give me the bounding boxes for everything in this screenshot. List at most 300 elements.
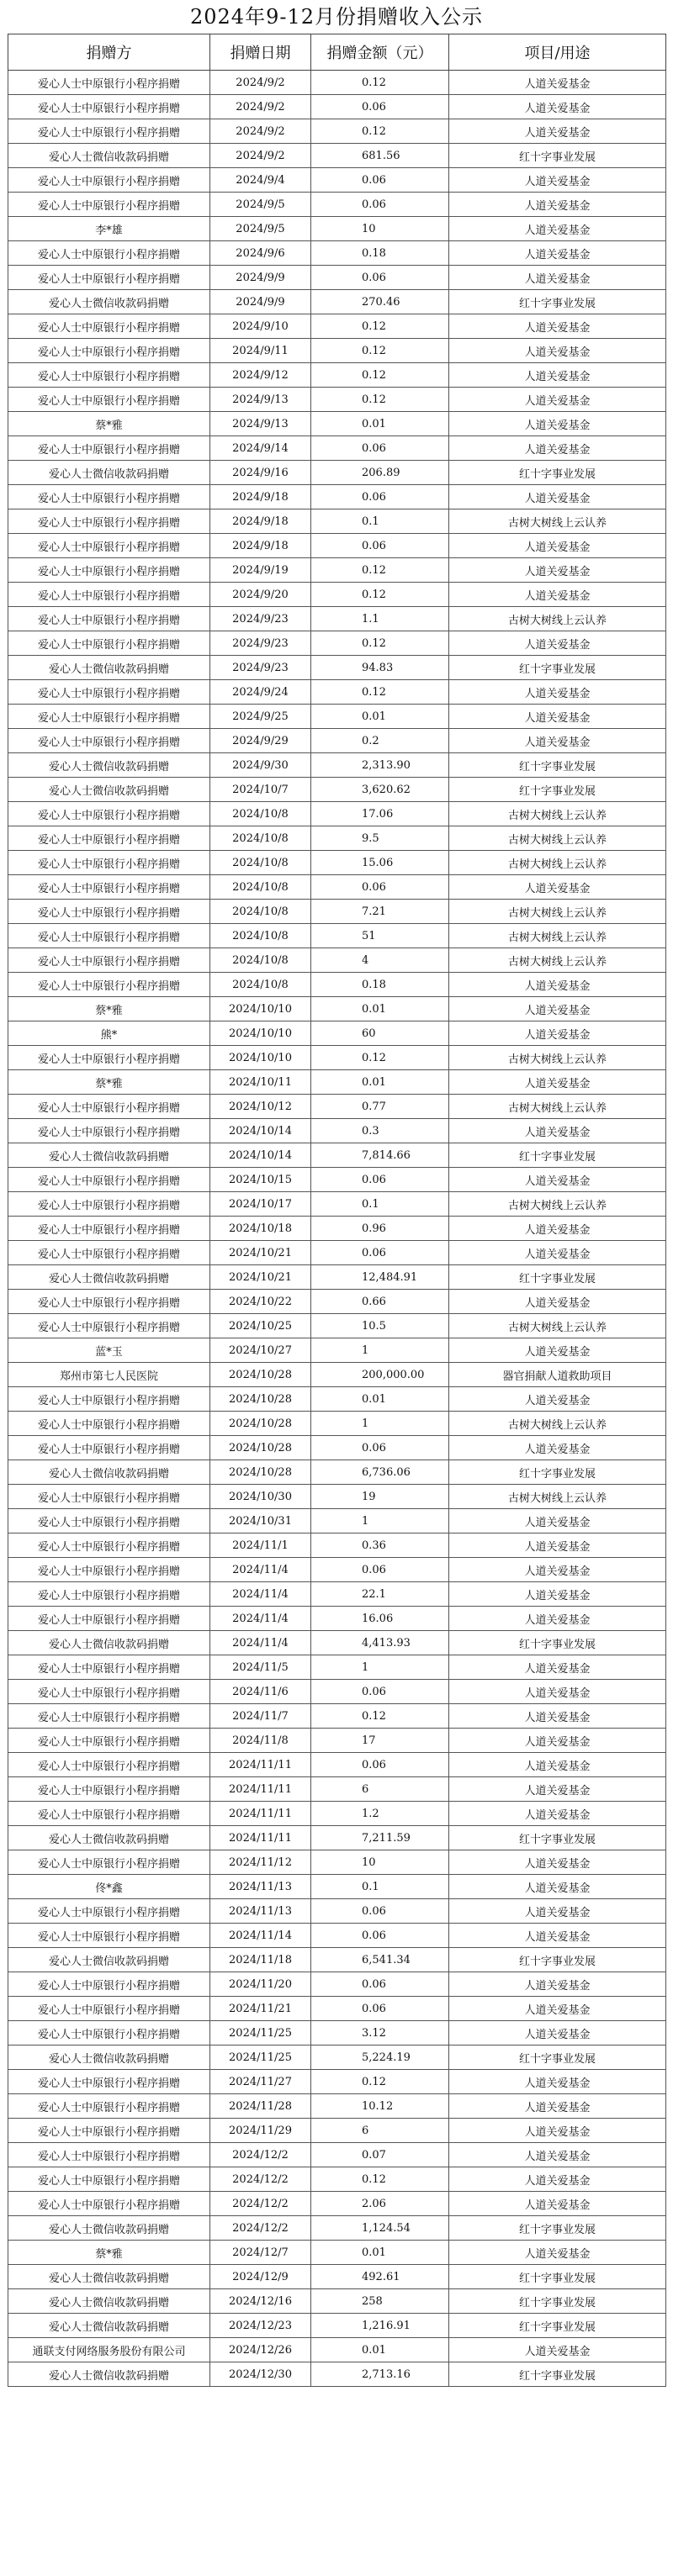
purpose-cell: 人道关爱基金 <box>449 558 666 583</box>
donor-cell: 爱心人士微信收款码捐赠 <box>8 2289 210 2314</box>
table-row <box>8 509 666 534</box>
purpose-cell: 人道关爱基金 <box>449 1070 666 1095</box>
donor-cell: 李*雄 <box>8 217 210 241</box>
purpose-cell: 人道关爱基金 <box>449 2070 666 2094</box>
amount-cell: 0.96 <box>311 1217 449 1241</box>
donor-cell: 爱心人士微信收款码捐赠 <box>8 1460 210 1485</box>
amount-cell: 10.5 <box>311 1314 449 1338</box>
amount-cell: 0.12 <box>311 2167 449 2192</box>
purpose-cell: 人道关爱基金 <box>449 2021 666 2045</box>
table-row <box>8 1899 666 1924</box>
table-row <box>8 924 666 948</box>
date-cell: 2024/9/20 <box>210 583 311 607</box>
date-cell: 2024/9/4 <box>210 168 311 193</box>
amount-cell: 0.06 <box>311 266 449 290</box>
purpose-cell: 人道关爱基金 <box>449 1168 666 1192</box>
table-row <box>8 1241 666 1265</box>
purpose-cell: 人道关爱基金 <box>449 705 666 729</box>
date-cell: 2024/10/7 <box>210 778 311 802</box>
amount-cell: 0.06 <box>311 1899 449 1924</box>
date-cell: 2024/10/25 <box>210 1314 311 1338</box>
purpose-cell: 古树大树线上云认养 <box>449 1314 666 1338</box>
purpose-cell: 红十字事业发展 <box>449 461 666 485</box>
table-row <box>8 1533 666 1558</box>
table-row <box>8 2119 666 2143</box>
date-cell: 2024/9/12 <box>210 363 311 388</box>
date-cell: 2024/10/10 <box>210 1046 311 1070</box>
table-row <box>8 1460 666 1485</box>
table-row <box>8 1217 666 1241</box>
table-row <box>8 168 666 193</box>
purpose-cell: 古树大树线上云认养 <box>449 900 666 924</box>
donor-cell: 爱心人士中原银行小程序捐赠 <box>8 924 210 948</box>
table-row <box>8 119 666 144</box>
purpose-cell: 红十字事业发展 <box>449 1631 666 1655</box>
amount-cell: 0.12 <box>311 314 449 339</box>
amount-cell: 0.06 <box>311 1241 449 1265</box>
purpose-cell: 人道关爱基金 <box>449 2094 666 2119</box>
donor-cell: 爱心人士中原银行小程序捐赠 <box>8 363 210 388</box>
amount-cell: 258 <box>311 2289 449 2314</box>
purpose-cell: 古树大树线上云认养 <box>449 851 666 875</box>
date-cell: 2024/10/21 <box>210 1241 311 1265</box>
purpose-cell: 红十字事业发展 <box>449 2289 666 2314</box>
date-cell: 2024/10/28 <box>210 1363 311 1387</box>
amount-cell: 12,484.91 <box>311 1265 449 1290</box>
date-cell: 2024/10/10 <box>210 1021 311 1046</box>
table-row <box>8 388 666 412</box>
amount-cell: 15.06 <box>311 851 449 875</box>
amount-cell: 7,211.59 <box>311 1826 449 1850</box>
donor-cell: 蔡*雅 <box>8 412 210 436</box>
amount-cell: 3.12 <box>311 2021 449 2045</box>
date-cell: 2024/11/27 <box>210 2070 311 2094</box>
purpose-cell: 人道关爱基金 <box>449 1607 666 1631</box>
donor-cell: 爱心人士中原银行小程序捐赠 <box>8 1485 210 1509</box>
amount-cell: 0.12 <box>311 71 449 95</box>
table-row <box>8 2143 666 2167</box>
table-row <box>8 1997 666 2021</box>
amount-cell: 0.06 <box>311 95 449 119</box>
table-row <box>8 485 666 509</box>
table-row <box>8 1485 666 1509</box>
amount-cell: 1,216.91 <box>311 2314 449 2338</box>
donor-cell: 爱心人士中原银行小程序捐赠 <box>8 1582 210 1607</box>
date-cell: 2024/10/14 <box>210 1143 311 1168</box>
amount-cell: 0.12 <box>311 363 449 388</box>
purpose-cell: 人道关爱基金 <box>449 973 666 997</box>
donor-cell: 爱心人士中原银行小程序捐赠 <box>8 1168 210 1192</box>
table-row <box>8 875 666 900</box>
table-row <box>8 948 666 973</box>
donor-cell: 爱心人士中原银行小程序捐赠 <box>8 1680 210 1704</box>
amount-cell: 9.5 <box>311 826 449 851</box>
donor-cell: 爱心人士中原银行小程序捐赠 <box>8 1850 210 1875</box>
donor-cell: 爱心人士中原银行小程序捐赠 <box>8 1119 210 1143</box>
purpose-cell: 人道关爱基金 <box>449 1704 666 1729</box>
donor-cell: 爱心人士中原银行小程序捐赠 <box>8 558 210 583</box>
purpose-cell: 人道关爱基金 <box>449 168 666 193</box>
date-cell: 2024/12/7 <box>210 2241 311 2265</box>
donor-cell: 爱心人士中原银行小程序捐赠 <box>8 2070 210 2094</box>
table-row <box>8 1070 666 1095</box>
amount-cell: 0.18 <box>311 973 449 997</box>
amount-cell: 0.12 <box>311 1046 449 1070</box>
purpose-cell: 人道关爱基金 <box>449 217 666 241</box>
amount-cell: 7,814.66 <box>311 1143 449 1168</box>
purpose-cell: 人道关爱基金 <box>449 1558 666 1582</box>
table-row <box>8 2338 666 2362</box>
purpose-cell: 人道关爱基金 <box>449 2119 666 2143</box>
date-cell: 2024/11/21 <box>210 1997 311 2021</box>
amount-cell: 0.06 <box>311 168 449 193</box>
purpose-cell: 红十字事业发展 <box>449 290 666 314</box>
date-cell: 2024/10/14 <box>210 1119 311 1143</box>
amount-cell: 0.06 <box>311 1924 449 1948</box>
donation-table <box>8 34 666 2387</box>
amount-cell: 0.06 <box>311 1753 449 1777</box>
table-row <box>8 1680 666 1704</box>
amount-cell: 0.2 <box>311 729 449 753</box>
purpose-cell: 人道关爱基金 <box>449 1680 666 1704</box>
header-date: 捐赠日期 <box>210 34 311 71</box>
date-cell: 2024/12/9 <box>210 2265 311 2289</box>
date-cell: 2024/9/25 <box>210 705 311 729</box>
donor-cell: 爱心人士中原银行小程序捐赠 <box>8 119 210 144</box>
date-cell: 2024/11/11 <box>210 1826 311 1850</box>
amount-cell: 0.12 <box>311 1704 449 1729</box>
table-row <box>8 363 666 388</box>
purpose-cell: 红十字事业发展 <box>449 2314 666 2338</box>
table-row <box>8 680 666 705</box>
page-title: 2024年9-12月份捐赠收入公示 <box>190 5 483 29</box>
donor-cell: 爱心人士微信收款码捐赠 <box>8 290 210 314</box>
donor-cell: 蔡*雅 <box>8 2241 210 2265</box>
purpose-cell: 人道关爱基金 <box>449 95 666 119</box>
table-row <box>8 802 666 826</box>
date-cell: 2024/11/1 <box>210 1533 311 1558</box>
table-row <box>8 1655 666 1680</box>
date-cell: 2024/12/30 <box>210 2362 311 2387</box>
donor-cell: 爱心人士中原银行小程序捐赠 <box>8 436 210 461</box>
amount-cell: 1 <box>311 1655 449 1680</box>
date-cell: 2024/11/20 <box>210 1972 311 1997</box>
table-row <box>8 2192 666 2216</box>
amount-cell: 7.21 <box>311 900 449 924</box>
table-row <box>8 753 666 778</box>
amount-cell: 3,620.62 <box>311 778 449 802</box>
table-row <box>8 1119 666 1143</box>
header-amount: 捐赠金额（元） <box>311 34 449 71</box>
purpose-cell: 红十字事业发展 <box>449 2216 666 2241</box>
date-cell: 2024/9/9 <box>210 266 311 290</box>
amount-cell: 0.01 <box>311 2338 449 2362</box>
purpose-cell: 人道关爱基金 <box>449 266 666 290</box>
purpose-cell: 人道关爱基金 <box>449 1241 666 1265</box>
table-row <box>8 1412 666 1436</box>
amount-cell: 1 <box>311 1412 449 1436</box>
donor-cell: 爱心人士中原银行小程序捐赠 <box>8 241 210 266</box>
donor-cell: 爱心人士中原银行小程序捐赠 <box>8 1972 210 1997</box>
purpose-cell: 古树大树线上云认养 <box>449 802 666 826</box>
table-row <box>8 95 666 119</box>
table-row <box>8 412 666 436</box>
amount-cell: 51 <box>311 924 449 948</box>
purpose-cell: 红十字事业发展 <box>449 1460 666 1485</box>
amount-cell: 0.01 <box>311 997 449 1021</box>
date-cell: 2024/11/4 <box>210 1607 311 1631</box>
amount-cell: 1.1 <box>311 607 449 631</box>
table-row <box>8 1802 666 1826</box>
donor-cell: 爱心人士微信收款码捐赠 <box>8 461 210 485</box>
amount-cell: 0.66 <box>311 1290 449 1314</box>
date-cell: 2024/11/4 <box>210 1582 311 1607</box>
date-cell: 2024/9/23 <box>210 607 311 631</box>
table-row <box>8 2070 666 2094</box>
purpose-cell: 人道关爱基金 <box>449 680 666 705</box>
purpose-cell: 人道关爱基金 <box>449 2192 666 2216</box>
amount-cell: 0.12 <box>311 2070 449 2094</box>
amount-cell: 6 <box>311 1777 449 1802</box>
date-cell: 2024/10/28 <box>210 1387 311 1412</box>
date-cell: 2024/10/15 <box>210 1168 311 1192</box>
amount-cell: 0.12 <box>311 339 449 363</box>
table-row <box>8 656 666 680</box>
table-row <box>8 705 666 729</box>
table-row <box>8 1631 666 1655</box>
purpose-cell: 人道关爱基金 <box>449 1582 666 1607</box>
donor-cell: 爱心人士中原银行小程序捐赠 <box>8 1387 210 1412</box>
table-row <box>8 778 666 802</box>
date-cell: 2024/11/5 <box>210 1655 311 1680</box>
donor-cell: 爱心人士中原银行小程序捐赠 <box>8 1558 210 1582</box>
date-cell: 2024/12/2 <box>210 2216 311 2241</box>
purpose-cell: 人道关爱基金 <box>449 1387 666 1412</box>
amount-cell: 1.2 <box>311 1802 449 1826</box>
donor-cell: 爱心人士中原银行小程序捐赠 <box>8 2094 210 2119</box>
table-row <box>8 826 666 851</box>
table-row <box>8 1363 666 1387</box>
table-row <box>8 144 666 168</box>
table-row <box>8 1826 666 1850</box>
purpose-cell: 人道关爱基金 <box>449 2241 666 2265</box>
purpose-cell: 红十字事业发展 <box>449 753 666 778</box>
date-cell: 2024/9/18 <box>210 485 311 509</box>
amount-cell: 0.1 <box>311 1875 449 1899</box>
date-cell: 2024/10/31 <box>210 1509 311 1533</box>
amount-cell: 0.1 <box>311 509 449 534</box>
date-cell: 2024/10/30 <box>210 1485 311 1509</box>
table-row <box>8 1509 666 1533</box>
date-cell: 2024/10/28 <box>210 1436 311 1460</box>
donor-cell: 爱心人士中原银行小程序捐赠 <box>8 168 210 193</box>
date-cell: 2024/11/28 <box>210 2094 311 2119</box>
donor-cell: 爱心人士中原银行小程序捐赠 <box>8 2167 210 2192</box>
donor-cell: 爱心人士中原银行小程序捐赠 <box>8 509 210 534</box>
table-row <box>8 1753 666 1777</box>
donor-cell: 蓝*玉 <box>8 1338 210 1363</box>
date-cell: 2024/9/5 <box>210 193 311 217</box>
date-cell: 2024/11/25 <box>210 2021 311 2045</box>
donor-cell: 郑州市第七人民医院 <box>8 1363 210 1387</box>
date-cell: 2024/11/7 <box>210 1704 311 1729</box>
table-row <box>8 1729 666 1753</box>
amount-cell: 2.06 <box>311 2192 449 2216</box>
table-row <box>8 1582 666 1607</box>
date-cell: 2024/10/11 <box>210 1070 311 1095</box>
date-cell: 2024/11/11 <box>210 1753 311 1777</box>
amount-cell: 0.06 <box>311 485 449 509</box>
purpose-cell: 古树大树线上云认养 <box>449 1412 666 1436</box>
table-row <box>8 631 666 656</box>
amount-cell: 206.89 <box>311 461 449 485</box>
purpose-cell: 人道关爱基金 <box>449 314 666 339</box>
table-row <box>8 1265 666 1290</box>
amount-cell: 10 <box>311 1850 449 1875</box>
date-cell: 2024/9/6 <box>210 241 311 266</box>
donor-cell: 爱心人士中原银行小程序捐赠 <box>8 1729 210 1753</box>
purpose-cell: 人道关爱基金 <box>449 1119 666 1143</box>
table-row <box>8 607 666 631</box>
table-row <box>8 461 666 485</box>
donor-cell: 爱心人士微信收款码捐赠 <box>8 656 210 680</box>
amount-cell: 0.06 <box>311 1168 449 1192</box>
amount-cell: 1 <box>311 1338 449 1363</box>
table-row <box>8 1948 666 1972</box>
purpose-cell: 人道关爱基金 <box>449 1777 666 1802</box>
purpose-cell: 古树大树线上云认养 <box>449 924 666 948</box>
table-row <box>8 558 666 583</box>
donor-cell: 爱心人士中原银行小程序捐赠 <box>8 266 210 290</box>
donor-cell: 爱心人士中原银行小程序捐赠 <box>8 2119 210 2143</box>
donor-cell: 爱心人士中原银行小程序捐赠 <box>8 1241 210 1265</box>
date-cell: 2024/9/11 <box>210 339 311 363</box>
date-cell: 2024/9/19 <box>210 558 311 583</box>
table-row <box>8 1314 666 1338</box>
donor-cell: 蔡*雅 <box>8 997 210 1021</box>
amount-cell: 0.3 <box>311 1119 449 1143</box>
donor-cell: 爱心人士中原银行小程序捐赠 <box>8 1436 210 1460</box>
purpose-cell: 古树大树线上云认养 <box>449 826 666 851</box>
purpose-cell: 器官捐献人道救助项目 <box>449 1363 666 1387</box>
date-cell: 2024/11/11 <box>210 1802 311 1826</box>
header-purpose: 项目/用途 <box>449 34 666 71</box>
donor-cell: 爱心人士中原银行小程序捐赠 <box>8 1777 210 1802</box>
date-cell: 2024/9/2 <box>210 71 311 95</box>
date-cell: 2024/10/22 <box>210 1290 311 1314</box>
date-cell: 2024/12/2 <box>210 2192 311 2216</box>
amount-cell: 10 <box>311 217 449 241</box>
date-cell: 2024/10/28 <box>210 1460 311 1485</box>
donor-cell: 爱心人士微信收款码捐赠 <box>8 778 210 802</box>
donor-cell: 爱心人士中原银行小程序捐赠 <box>8 1655 210 1680</box>
donor-cell: 爱心人士中原银行小程序捐赠 <box>8 583 210 607</box>
donor-cell: 通联支付网络服务股份有限公司 <box>8 2338 210 2362</box>
table-row <box>8 851 666 875</box>
date-cell: 2024/10/8 <box>210 900 311 924</box>
table-row <box>8 217 666 241</box>
date-cell: 2024/11/25 <box>210 2045 311 2070</box>
purpose-cell: 人道关爱基金 <box>449 436 666 461</box>
amount-cell: 10.12 <box>311 2094 449 2119</box>
amount-cell: 2,313.90 <box>311 753 449 778</box>
table-row <box>8 1875 666 1899</box>
date-cell: 2024/10/28 <box>210 1412 311 1436</box>
purpose-cell: 人道关爱基金 <box>449 412 666 436</box>
date-cell: 2024/10/27 <box>210 1338 311 1363</box>
date-cell: 2024/12/23 <box>210 2314 311 2338</box>
purpose-cell: 人道关爱基金 <box>449 339 666 363</box>
purpose-cell: 人道关爱基金 <box>449 1924 666 1948</box>
purpose-cell: 红十字事业发展 <box>449 2045 666 2070</box>
date-cell: 2024/11/13 <box>210 1875 311 1899</box>
donor-cell: 爱心人士中原银行小程序捐赠 <box>8 1607 210 1631</box>
date-cell: 2024/9/23 <box>210 631 311 656</box>
donor-cell: 爱心人士中原银行小程序捐赠 <box>8 705 210 729</box>
donor-cell: 爱心人士微信收款码捐赠 <box>8 2265 210 2289</box>
purpose-cell: 人道关爱基金 <box>449 1217 666 1241</box>
amount-cell: 0.06 <box>311 534 449 558</box>
purpose-cell: 红十字事业发展 <box>449 1143 666 1168</box>
donor-cell: 爱心人士中原银行小程序捐赠 <box>8 631 210 656</box>
table-row <box>8 1436 666 1460</box>
purpose-cell: 人道关爱基金 <box>449 2338 666 2362</box>
donor-cell: 爱心人士中原银行小程序捐赠 <box>8 2021 210 2045</box>
purpose-cell: 人道关爱基金 <box>449 1533 666 1558</box>
amount-cell: 0.1 <box>311 1192 449 1217</box>
purpose-cell: 古树大树线上云认养 <box>449 1046 666 1070</box>
table-row <box>8 193 666 217</box>
amount-cell: 0.36 <box>311 1533 449 1558</box>
amount-cell: 0.12 <box>311 388 449 412</box>
date-cell: 2024/11/8 <box>210 1729 311 1753</box>
amount-cell: 0.06 <box>311 193 449 217</box>
amount-cell: 681.56 <box>311 144 449 168</box>
date-cell: 2024/9/30 <box>210 753 311 778</box>
date-cell: 2024/10/8 <box>210 948 311 973</box>
amount-cell: 1 <box>311 1509 449 1533</box>
amount-cell: 16.06 <box>311 1607 449 1631</box>
amount-cell: 0.01 <box>311 2241 449 2265</box>
purpose-cell: 红十字事业发展 <box>449 144 666 168</box>
amount-cell: 0.01 <box>311 412 449 436</box>
table-row <box>8 436 666 461</box>
date-cell: 2024/9/29 <box>210 729 311 753</box>
date-cell: 2024/10/8 <box>210 826 311 851</box>
donor-cell: 爱心人士中原银行小程序捐赠 <box>8 314 210 339</box>
table-row <box>8 1095 666 1119</box>
table-row <box>8 1704 666 1729</box>
table-row <box>8 2362 666 2387</box>
donor-cell: 爱心人士微信收款码捐赠 <box>8 2045 210 2070</box>
purpose-cell: 人道关爱基金 <box>449 119 666 144</box>
table-row <box>8 1924 666 1948</box>
amount-cell: 4,413.93 <box>311 1631 449 1655</box>
date-cell: 2024/9/10 <box>210 314 311 339</box>
donor-cell: 爱心人士中原银行小程序捐赠 <box>8 1899 210 1924</box>
date-cell: 2024/10/8 <box>210 851 311 875</box>
donor-cell: 爱心人士中原银行小程序捐赠 <box>8 534 210 558</box>
donor-cell: 爱心人士中原银行小程序捐赠 <box>8 1802 210 1826</box>
purpose-cell: 古树大树线上云认养 <box>449 1095 666 1119</box>
purpose-cell: 人道关爱基金 <box>449 193 666 217</box>
purpose-cell: 人道关爱基金 <box>449 1802 666 1826</box>
purpose-cell: 红十字事业发展 <box>449 656 666 680</box>
amount-cell: 2,713.16 <box>311 2362 449 2387</box>
amount-cell: 4 <box>311 948 449 973</box>
amount-cell: 17.06 <box>311 802 449 826</box>
purpose-cell: 人道关爱基金 <box>449 1875 666 1899</box>
